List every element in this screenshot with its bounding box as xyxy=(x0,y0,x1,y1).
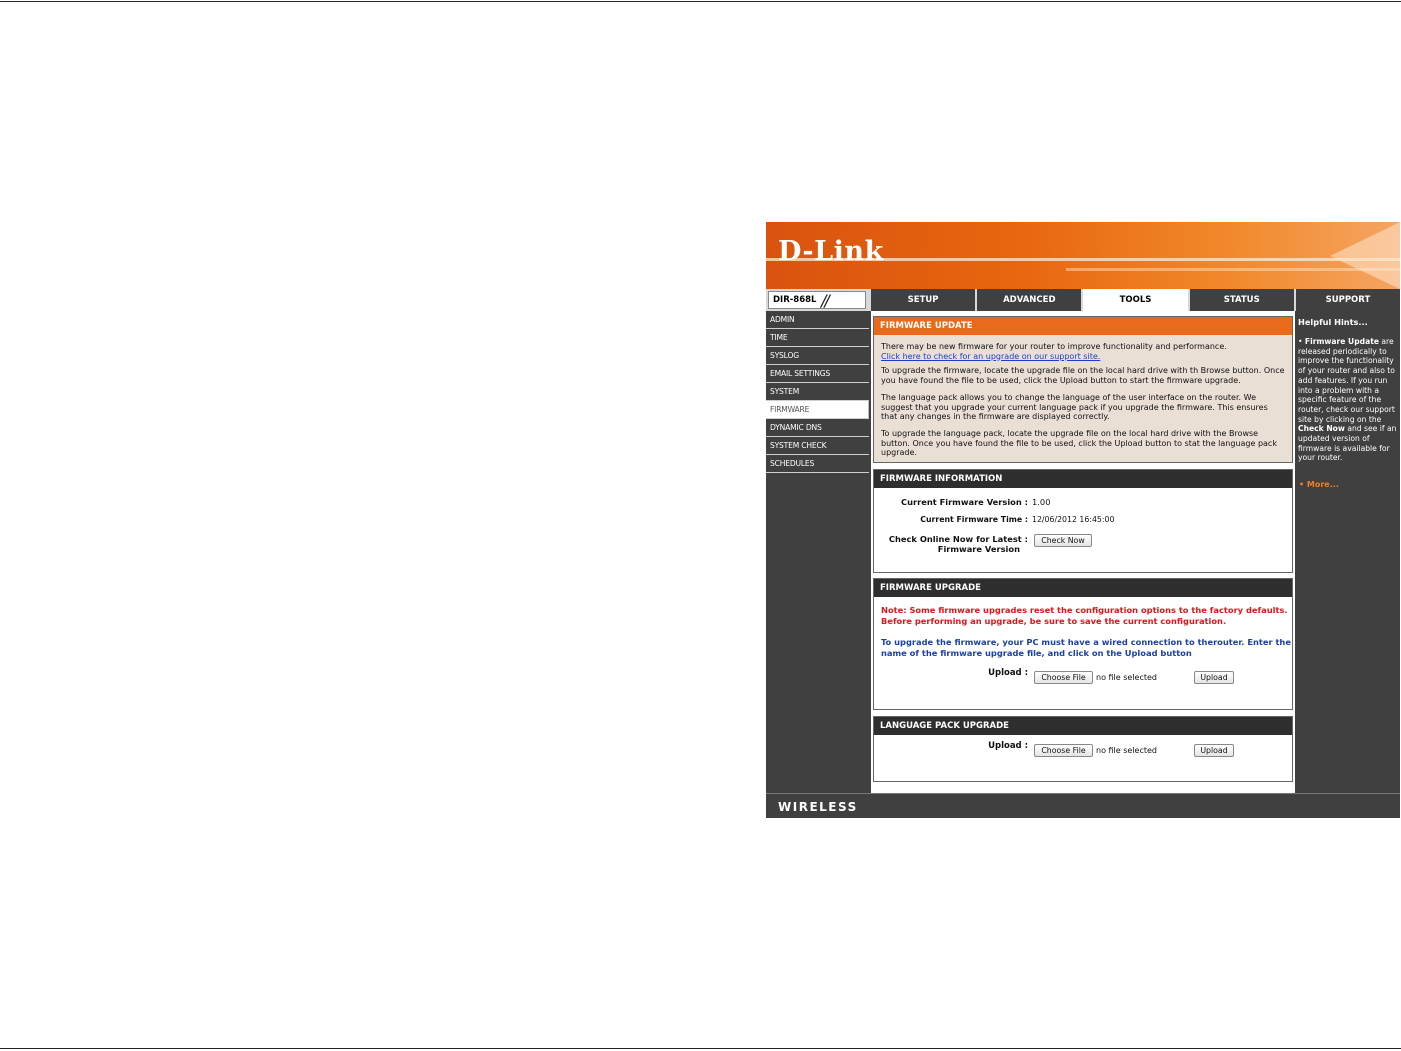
header-banner xyxy=(766,222,1400,289)
bullet-icon: • xyxy=(1299,480,1307,489)
router-admin-page xyxy=(766,222,1400,818)
language-pack-info: The language pack allows you to change the language of the user interface on the router. We suggest that you upgrade your current language pack if you upgrade the firmware. This ensures that any changes in the firmware are displayed correctly. xyxy=(881,393,1268,421)
sidebar-item-dynamic-dns[interactable]: DYNAMIC DNS xyxy=(766,419,869,437)
slash-decoration-icon: // xyxy=(821,291,828,310)
sidebar-item-system[interactable]: SYSTEM xyxy=(766,383,869,401)
banner-wing xyxy=(1330,222,1400,289)
tab-advanced[interactable]: ADVANCED xyxy=(975,289,1081,311)
firmware-information-section xyxy=(873,469,1293,573)
current-time-label: Current Firmware Time : xyxy=(920,515,1028,524)
sidebar-item-system-check[interactable]: SYSTEM CHECK xyxy=(766,437,869,455)
upgrade-instruction: To upgrade the firmware, your PC must have a wired connection to therouter. Enter the name of the firmware upgrade file, and click on the Upload button xyxy=(881,637,1291,658)
bottom-divider xyxy=(0,1048,1401,1049)
current-version-value: 1.00 xyxy=(1032,497,1051,507)
section-title: FIRMWARE UPDATE xyxy=(874,317,1292,335)
footer-bar xyxy=(766,793,1400,818)
upgrade-warning-note: Note: Some firmware upgrades reset the configuration options to the factory defaults. Before performing an upgrade, be sure to save the current configuration. xyxy=(881,605,1288,626)
model-name: DIR-868L xyxy=(773,295,817,305)
hint-text: are released periodically to improve the functionality of your router and also to add features. If you run into a problem with a specific feature of the router, check our support site by clicking on the xyxy=(1298,337,1395,424)
firmware-choose-file-button[interactable]: Choose File xyxy=(1034,671,1093,684)
hint-check-now: Check Now xyxy=(1298,424,1345,434)
sidebar-item-admin[interactable]: ADMIN xyxy=(766,311,869,329)
language-pack-section xyxy=(873,716,1293,782)
sidebar-item-email-settings[interactable]: EMAIL SETTINGS xyxy=(766,365,869,383)
current-version-label: Current Firmware Version : xyxy=(901,497,1028,507)
dlink-logo: D-Link xyxy=(778,236,884,267)
hint-heading: Firmware Update xyxy=(1304,337,1379,346)
support-site-link[interactable]: Click here to check for an upgrade on our support site. xyxy=(881,351,1101,361)
hints-title: Helpful Hints... xyxy=(1298,317,1368,327)
wireless-footer-label: WIRELESS xyxy=(778,800,858,814)
tab-setup[interactable]: SETUP xyxy=(869,289,975,311)
sidebar xyxy=(766,311,869,473)
firmware-instructions: To upgrade the firmware, locate the upgrade file on the local hard drive with th Browse button. Once you have found the file to be used, click the Upload button to start the firmware upgrade. xyxy=(881,366,1285,385)
firmware-upgrade-section xyxy=(873,578,1293,710)
check-online-label: Check Online Now for Latest : xyxy=(888,534,1028,544)
section-title: FIRMWARE UPGRADE xyxy=(874,579,1292,597)
language-no-file-text: no file selected xyxy=(1096,746,1158,755)
section-title: FIRMWARE INFORMATION xyxy=(874,470,1292,488)
model-box xyxy=(768,291,866,309)
intro-paragraph: There may be new firmware for your router to improve functionality and performance. xyxy=(881,342,1227,351)
upload-label: Upload : xyxy=(988,741,1028,751)
check-online-label-2: Firmware Version xyxy=(937,544,1020,554)
language-upload-button[interactable]: Upload xyxy=(1194,744,1234,757)
firmware-update-section xyxy=(873,316,1293,463)
sidebar-item-firmware[interactable]: FIRMWARE xyxy=(766,401,869,419)
language-pack-instructions: To upgrade the language pack, locate the upgrade file on the local hard drive with the Browse button. Once you have found the file to be used, click the Upload button to stat the language pack upgrade. xyxy=(881,429,1277,457)
sidebar-item-schedules[interactable]: SCHEDULES xyxy=(766,455,869,473)
hints-body xyxy=(1298,337,1398,463)
sidebar-item-time[interactable]: TIME xyxy=(766,329,869,347)
top-nav xyxy=(869,289,1400,311)
more-label: More... xyxy=(1306,480,1339,489)
top-divider xyxy=(0,1,1401,2)
section-title: LANGUAGE PACK UPGRADE xyxy=(874,717,1292,735)
check-now-button[interactable]: Check Now xyxy=(1034,534,1092,547)
language-choose-file-button[interactable]: Choose File xyxy=(1034,744,1093,757)
tab-tools[interactable]: TOOLS xyxy=(1081,289,1187,311)
helpful-hints-panel xyxy=(1295,311,1400,793)
upload-label: Upload : xyxy=(988,668,1028,678)
sidebar-item-syslog[interactable]: SYSLOG xyxy=(766,347,869,365)
firmware-upload-button[interactable]: Upload xyxy=(1194,671,1234,684)
firmware-no-file-text: no file selected xyxy=(1096,673,1158,682)
tab-status[interactable]: STATUS xyxy=(1188,289,1294,311)
current-time-value: 12/06/2012 16:45:00 xyxy=(1032,515,1115,524)
bullet-icon: • xyxy=(1298,337,1305,346)
hint-text-2: and see if an updated version of firmware is available for your router. xyxy=(1298,424,1397,463)
hints-more-link[interactable] xyxy=(1299,480,1339,489)
intro-text xyxy=(881,342,1285,361)
main-content xyxy=(871,311,1295,793)
model-nav-row xyxy=(766,289,1400,311)
tab-support[interactable]: SUPPORT xyxy=(1294,289,1400,311)
